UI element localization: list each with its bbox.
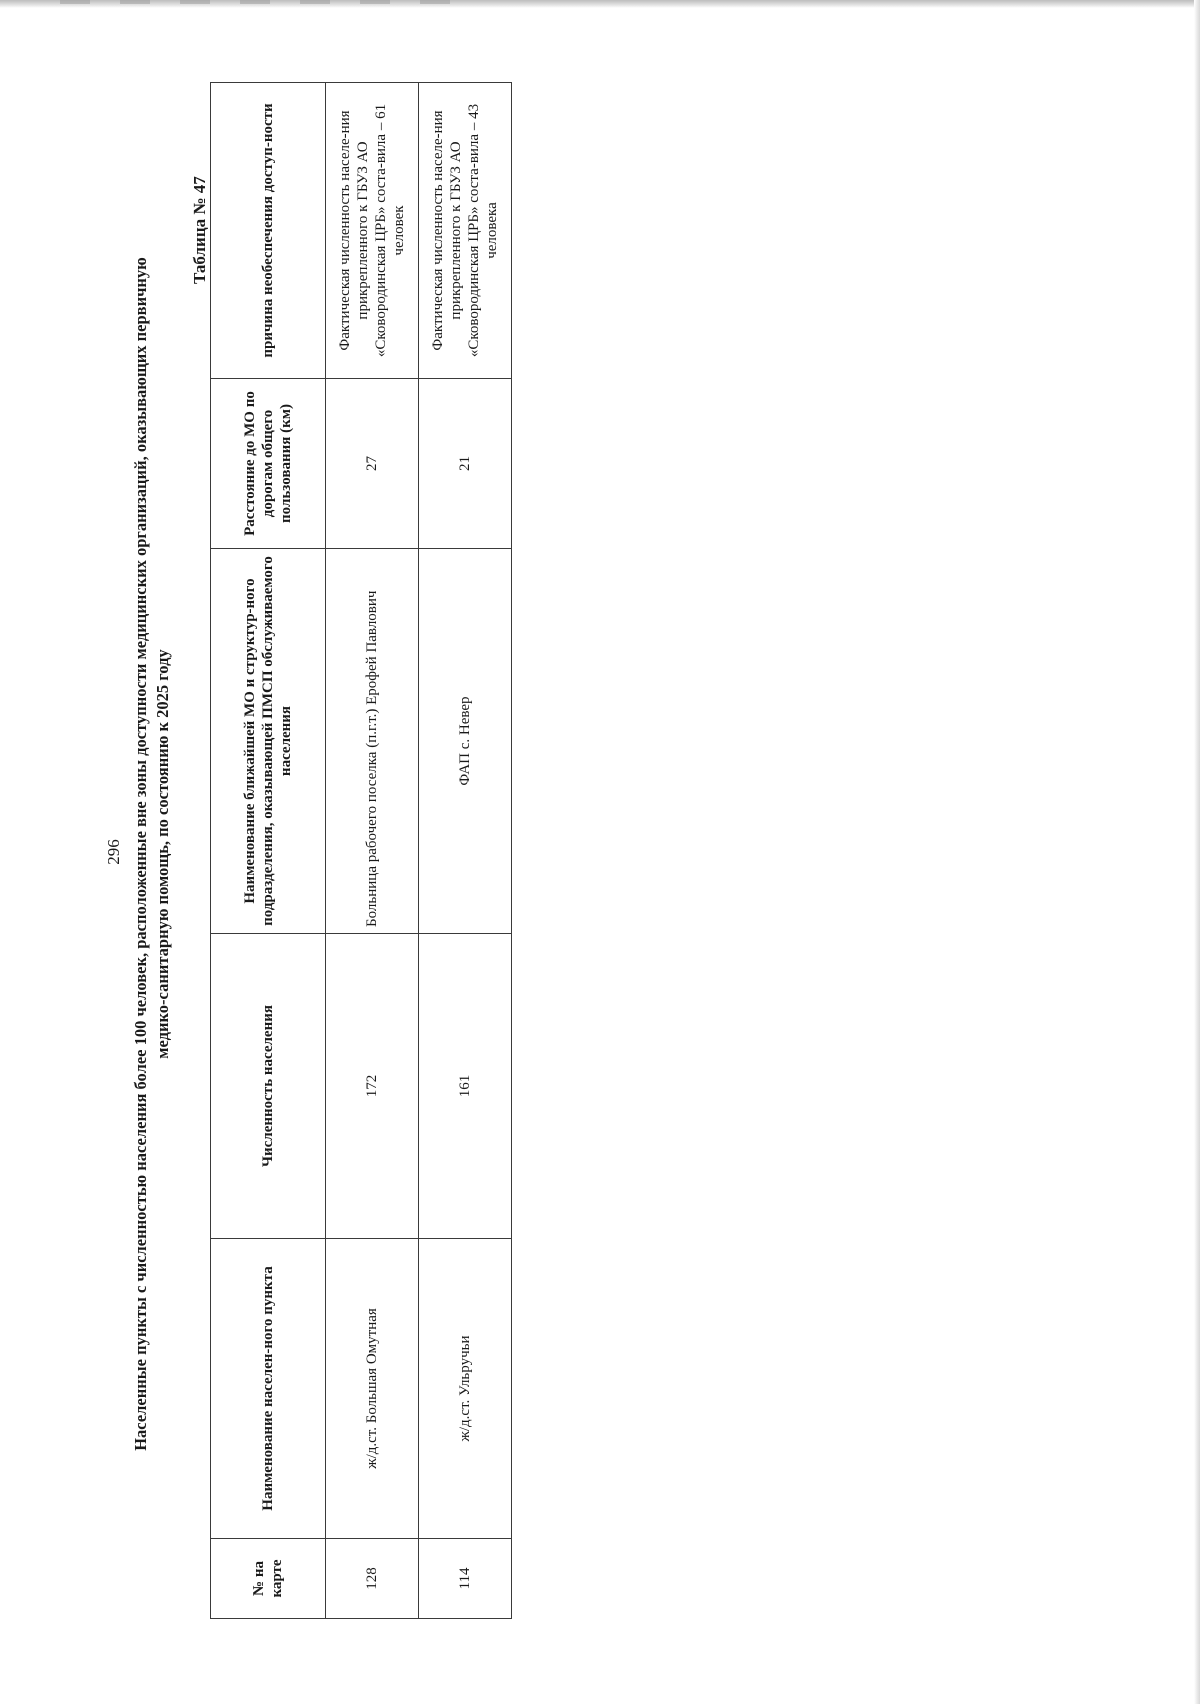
table-header-row [211, 83, 326, 1619]
cell-nearest-mo: Больница рабочего поселка (п.г.т.) Ерофей Павлович [326, 549, 419, 934]
header-population: Численность населения [211, 934, 326, 1239]
cell-map-number: 128 [326, 1539, 419, 1619]
header-map-number: № на карте [211, 1539, 326, 1619]
table-caption: Таблица № 47 [190, 176, 209, 284]
document-title-line-2: медико-санитарную помощь, по состоянию к 2025 году [153, 649, 172, 1059]
cell-population: 172 [326, 934, 419, 1239]
settlements-table [210, 82, 512, 1619]
cell-distance: 27 [326, 379, 419, 549]
document-title-line-1: Населенные пункты с численностью населения более 100 человек, расположенные вне зоны доступности медицинских организаций, оказывающих первичную [131, 257, 150, 1451]
cell-reason: Фактическая численность населе-ния прикрепленного к ГБУЗ АО «Сковородинская ЦРБ» соста-вила – 43 человека [419, 83, 512, 379]
cell-settlement: ж/д.ст. Ульручьи [419, 1239, 512, 1539]
page-number: 296 [104, 839, 123, 865]
table-row [419, 83, 512, 1619]
header-nearest-mo: Наименование ближайшей МО и структур-ного подразделения, оказывающей ПМСП обслуживаемого населения [211, 549, 326, 934]
cell-distance: 21 [419, 379, 512, 549]
header-reason: причина необеспечения доступ-ности [211, 83, 326, 379]
table-row [326, 83, 419, 1619]
document-title [130, 204, 174, 1504]
cell-reason: Фактическая численность населе-ния прикрепленного к ГБУЗ АО «Сковородинская ЦРБ» соста-вила – 61 человек [326, 83, 419, 379]
header-settlement: Наименование населен-ного пункта [211, 1239, 326, 1539]
cell-map-number: 114 [419, 1539, 512, 1619]
cell-nearest-mo: ФАП с. Невер [419, 549, 512, 934]
cell-population: 161 [419, 934, 512, 1239]
header-distance: Расстояние до МО по дорогам общего пользования (км) [211, 379, 326, 549]
cell-settlement: ж/д.ст. Большая Омутная [326, 1239, 419, 1539]
